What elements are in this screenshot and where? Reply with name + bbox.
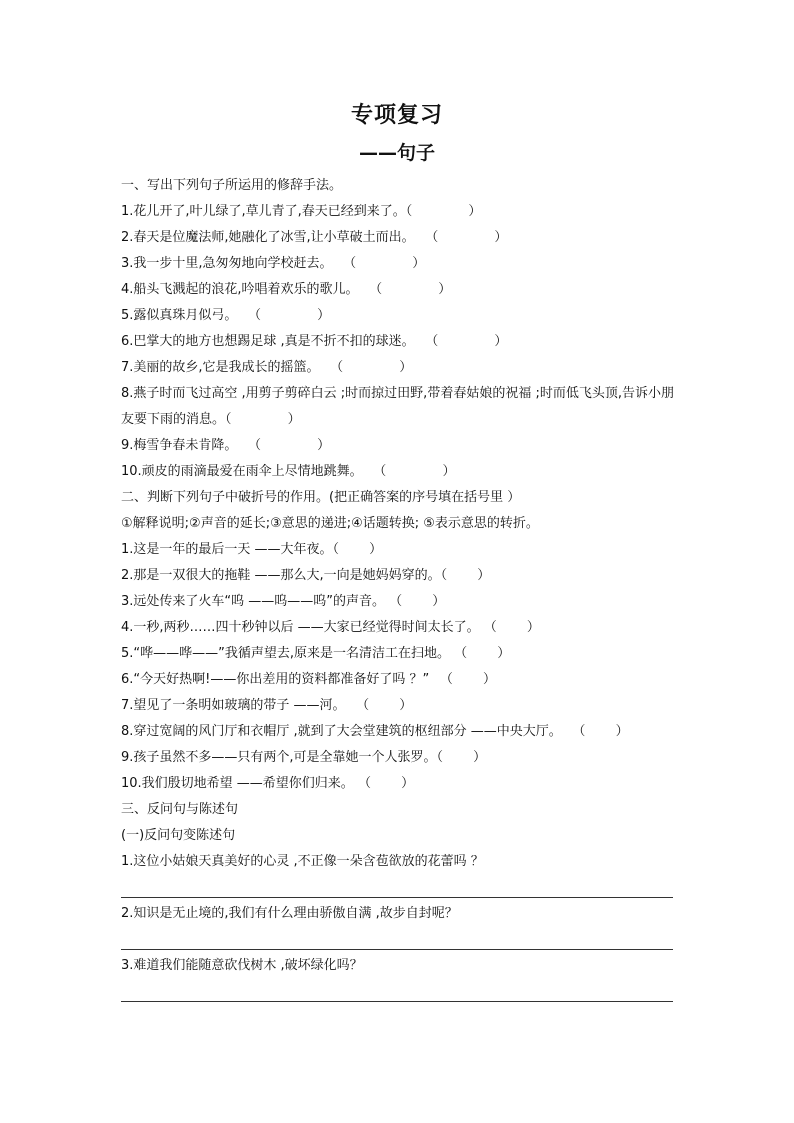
question-item: 7.美丽的故乡,它是我成长的摇篮。 （ ）	[121, 360, 413, 375]
section-1-heading: 一、写出下列句子所运用的修辞手法。	[121, 178, 343, 193]
question-item: 10.顽皮的雨滴最爱在雨伞上尽情地跳舞。 （ ）	[121, 464, 456, 479]
question-item: 4.船头飞溅起的浪花,吟唱着欢乐的歌儿。 （ ）	[121, 282, 452, 297]
question-item: 9.梅雪争春未肯降。 （ ）	[121, 438, 331, 453]
section-3-heading: 三、反问句与陈述句	[121, 802, 239, 817]
question-item: 3.难道我们能随意砍伐树木 ,破坏绿化吗？	[121, 958, 363, 973]
page-title: 专项复习	[350, 103, 443, 128]
page-subtitle: ——句子	[358, 142, 435, 164]
question-item: 8.燕子时而飞过高空 ,用剪子剪碎白云 ;时而掠过田野,带着春姑娘的祝福 ;时而低飞头顶,告诉小朋友要下雨的消息。（ ）	[121, 386, 674, 427]
answer-options: ①解释说明;②声音的延长;③意思的递进;④话题转换; ⑤表示意思的转折。	[121, 516, 539, 531]
question-item: 4.一秒,两秒……四十秒钟以后 ——大家已经觉得时间太长了。 （ ）	[121, 620, 540, 635]
question-item: 1.花儿开了,叶儿绿了,草儿青了,春天已经到来了。（ ）	[121, 204, 482, 219]
question-item: 1.这位小姑娘天真美好的心灵 ,不正像一朵含苞欲放的花蕾吗 ？	[121, 854, 484, 869]
section-3-subheading: (一)反问句变陈述句	[121, 828, 236, 843]
question-item: 9.孩子虽然不多——只有两个,可是全靠她一个人张罗。（ ）	[121, 750, 487, 765]
question-item: 2.知识是无止境的,我们有什么理由骄傲自满 ,故步自封呢？	[121, 906, 458, 921]
question-item: 2.那是一双很大的拖鞋 ——那么大,一向是她妈妈穿的。（ ）	[121, 568, 491, 583]
question-item: 6.巴掌大的地方也想踢足球 ,真是不折不扣的球迷。 （ ）	[121, 334, 508, 349]
question-item: 10.我们殷切地希望 ——希望你们归来。 （ ）	[121, 776, 415, 791]
answer-line[interactable]	[121, 979, 681, 1005]
question-item: 8.穿过宽阔的风门厅和衣帽厅 ,就到了大会堂建筑的枢纽部分 ——中央大厅。 （ ）	[121, 724, 629, 739]
question-item: 3.我一步十里,急匆匆地向学校赶去。 （ ）	[121, 256, 426, 271]
question-item: 3.远处传来了火车“呜 ——呜——呜”的声音。 （ ）	[121, 594, 446, 609]
answer-line[interactable]	[121, 875, 681, 901]
question-item: 5.“哗——哗——”我循声望去,原来是一名清洁工在扫地。 （ ）	[121, 646, 511, 661]
section-2-heading: 二、判断下列句子中破折号的作用。(把正确答案的序号填在括号里 ）	[121, 490, 521, 505]
question-item: 7.望见了一条明如玻璃的带子 ——河。 （ ）	[121, 698, 413, 713]
answer-line[interactable]	[121, 927, 681, 953]
question-item: 5.露似真珠月似弓。 （ ）	[121, 308, 331, 323]
worksheet-body	[121, 173, 681, 1005]
question-item: 2.春天是位魔法师,她融化了冰雪,让小草破土而出。 （ ）	[121, 230, 508, 245]
question-item: 6.“今天好热啊!——你出差用的资料都准备好了吗 ？” （ ）	[121, 672, 496, 687]
question-item: 1.这是一年的最后一天 ——大年夜。（ ）	[121, 542, 383, 557]
